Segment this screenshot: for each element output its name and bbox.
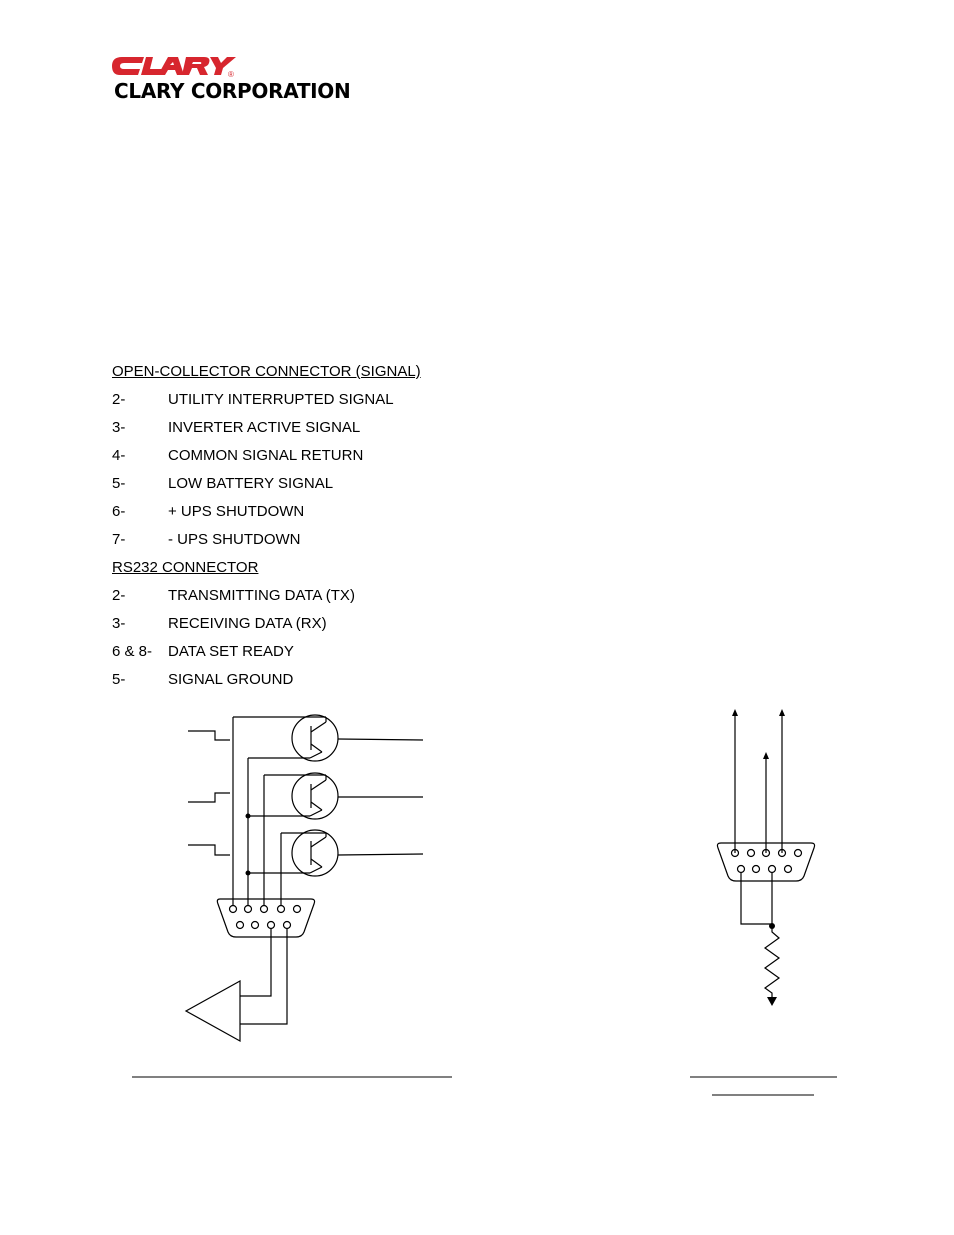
pin-number: 6-: [112, 503, 126, 520]
pin-number: 2-: [112, 391, 126, 408]
pin-number: 7-: [112, 531, 126, 548]
company-name: CLARY CORPORATION: [114, 79, 351, 103]
pin-label: DATA SET READY: [168, 643, 294, 660]
pin-label: RECEIVING DATA (RX): [168, 615, 327, 632]
pin-number: 3-: [112, 419, 126, 436]
pin-label: COMMON SIGNAL RETURN: [168, 447, 364, 464]
pin-number: 2-: [112, 587, 126, 604]
pin-label: UTILITY INTERRUPTED SIGNAL: [168, 391, 394, 408]
open-collector-heading: OPEN-COLLECTOR CONNECTOR (SIGNAL): [112, 363, 421, 380]
pin-label: - UPS SHUTDOWN: [168, 531, 301, 548]
pin-label: SIGNAL GROUND: [168, 671, 294, 688]
open-collector-schematic-icon: [186, 715, 423, 1041]
pin-label: INVERTER ACTIVE SIGNAL: [168, 419, 361, 436]
rs232-arrows: [732, 709, 785, 1006]
pin-number: 6 & 8-: [112, 643, 153, 660]
pin-number: 5-: [112, 671, 126, 688]
pin-label: LOW BATTERY SIGNAL: [168, 475, 334, 492]
pin-label: TRANSMITTING DATA (TX): [168, 587, 355, 604]
pin-number: 3-: [112, 615, 126, 632]
pin-label: + UPS SHUTDOWN: [168, 503, 305, 520]
registered-mark: ®: [228, 70, 234, 79]
pin-number: 5-: [112, 475, 126, 492]
pin-number: 4-: [112, 447, 126, 464]
rs232-heading: RS232 CONNECTOR: [112, 559, 259, 576]
